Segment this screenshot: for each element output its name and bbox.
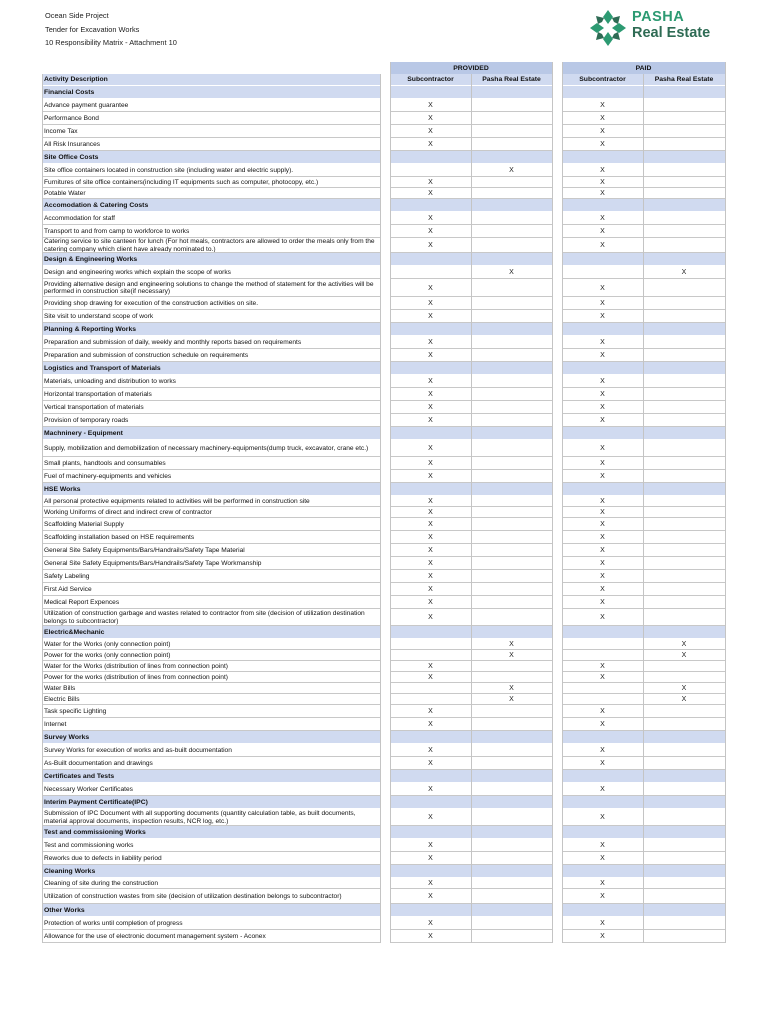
activity-description: Utilization of construction garbage and wastes related to contractor from site (decision of utilization destination belongs to subcontractor) <box>44 610 365 625</box>
activity-description: Utilization of construction wastes from site (decision of utilization destination belongs to subcontractor) <box>44 892 342 900</box>
mark-paid-subcontractor: X <box>600 128 605 135</box>
section-header: Interim Payment Certificate(IPC) <box>42 796 380 809</box>
mark-paid-subcontractor: X <box>600 190 605 197</box>
logo-text-real-estate: Real Estate <box>632 25 711 41</box>
section-header: Test and commissioning Works <box>42 826 380 839</box>
activity-description: Accommodation for staff <box>44 214 115 222</box>
mark-paid-subcontractor: X <box>600 242 605 249</box>
mark-paid-subcontractor: X <box>600 460 605 467</box>
mark-provided-subcontractor: X <box>428 573 433 580</box>
activity-description: Materials, unloading and distribution to works <box>44 377 176 385</box>
mark-paid-subcontractor: X <box>600 760 605 767</box>
attachment-title: 10 Responsibility Matrix - Attachment 10 <box>45 38 177 47</box>
activity-description: Task specific Lighting <box>44 707 107 715</box>
column-header-activity: Activity Description <box>42 74 380 86</box>
activity-description: Provision of temporary roads <box>44 416 129 424</box>
activity-description: Preparation and submission of daily, weekly and monthly reports based on requirements <box>44 338 302 346</box>
mark-provided-subcontractor: X <box>428 378 433 385</box>
mark-provided-subcontractor: X <box>428 614 433 621</box>
activity-description: All personal protective equipments related to activities will be performed in construction site <box>44 497 310 505</box>
activity-description: Test and commissioning works <box>44 841 134 849</box>
column-header-paid-pasha: Pasha Real Estate <box>643 74 725 86</box>
section-header: Certificates and Tests <box>42 770 380 783</box>
mark-paid-subcontractor: X <box>600 141 605 148</box>
row-divider <box>42 942 380 943</box>
activity-description: Horizontal transportation of materials <box>44 390 152 398</box>
mark-provided-subcontractor: X <box>428 284 433 292</box>
mark-provided-subcontractor: X <box>428 339 433 346</box>
mark-provided-pasha: X <box>509 167 514 174</box>
activity-description: Internet <box>44 720 67 728</box>
activity-description: Fuel of machinery-equipments and vehicles <box>44 472 172 480</box>
activity-description: Power for the works (only connection point) <box>44 651 171 659</box>
column-divider <box>471 74 472 943</box>
activity-description: Water Bills <box>44 684 76 692</box>
mark-paid-subcontractor: X <box>600 560 605 567</box>
activity-description: Supply, mobilization and demobilization of necessary machinery-equipments(dump truck, excavator, crane etc.) <box>44 444 369 452</box>
activity-description: Electric Bills <box>44 695 80 703</box>
mark-provided-pasha: X <box>509 269 514 276</box>
mark-paid-subcontractor: X <box>600 339 605 346</box>
project-name: Ocean Side Project <box>45 11 109 20</box>
mark-provided-subcontractor: X <box>428 747 433 754</box>
activity-description: First Aid Service <box>44 585 92 593</box>
mark-provided-pasha: X <box>509 641 514 648</box>
activity-description: Providing alternative design and engineering solutions to change the method of statement for the activities will be performed in construction site(if necessary) <box>44 280 374 295</box>
column-header-provided-pasha: Pasha Real Estate <box>471 74 552 86</box>
activity-description: Advance payment guarantee <box>44 101 129 109</box>
mark-paid-pasha: X <box>681 641 687 648</box>
section-header: HSE Works <box>42 483 380 496</box>
column-divider <box>42 74 43 943</box>
column-header-provided-subcontractor: Subcontractor <box>390 74 471 86</box>
mark-provided-subcontractor: X <box>428 404 433 411</box>
mark-provided-pasha: X <box>509 696 514 703</box>
mark-paid-subcontractor: X <box>600 547 605 554</box>
activity-description: As-Built documentation and drawings <box>44 759 153 767</box>
mark-provided-subcontractor: X <box>428 460 433 467</box>
mark-paid-subcontractor: X <box>600 417 605 424</box>
mark-paid-subcontractor: X <box>600 933 605 940</box>
activity-description: Survey Works for execution of works and as-built documentation <box>44 746 232 754</box>
mark-provided-subcontractor: X <box>428 313 433 320</box>
mark-provided-subcontractor: X <box>428 509 433 516</box>
mark-paid-subcontractor: X <box>600 721 605 728</box>
mark-provided-subcontractor: X <box>428 760 433 767</box>
activity-description: Vertical transportation of materials <box>44 403 144 411</box>
column-divider <box>643 74 644 943</box>
activity-description: Furnitures of site office containers(including IT equipments such as computer, photocopy, etc.) <box>44 178 319 186</box>
column-header-paid-subcontractor: Subcontractor <box>562 74 643 86</box>
mark-provided-pasha: X <box>509 652 514 659</box>
column-divider <box>562 62 563 943</box>
activity-description: General Site Safety Equipments/Bars/Handrails/Safety Tape Workmanship <box>44 559 262 567</box>
section-header: Design & Engineering Works <box>42 253 380 266</box>
group-header-provided: PROVIDED <box>390 62 552 74</box>
activity-description: Safety Labeling <box>44 572 90 580</box>
mark-paid-subcontractor: X <box>600 573 605 580</box>
mark-paid-subcontractor: X <box>600 599 605 606</box>
mark-provided-subcontractor: X <box>428 547 433 554</box>
section-header: Other Works <box>42 904 380 917</box>
mark-paid-subcontractor: X <box>600 313 605 320</box>
mark-paid-subcontractor: X <box>600 880 605 887</box>
mark-paid-subcontractor: X <box>600 842 605 849</box>
section-header: Survey Works <box>42 731 380 744</box>
activity-description: Cleaning of site during the construction <box>44 879 158 887</box>
mark-provided-subcontractor: X <box>428 445 433 452</box>
activity-description: Working Uniforms of direct and indirect crew of contractor <box>44 508 212 516</box>
mark-paid-subcontractor: X <box>600 352 605 359</box>
mark-provided-subcontractor: X <box>428 663 433 670</box>
activity-description: Scaffolding installation based on HSE requirements <box>44 533 195 541</box>
mark-paid-subcontractor: X <box>600 115 605 122</box>
mark-paid-pasha: X <box>681 652 687 659</box>
column-divider <box>725 62 726 943</box>
activity-description: Site office containers located in construction site (including water and electric supply). <box>44 166 294 174</box>
activity-description: Scaffolding Material Supply <box>44 520 124 528</box>
mark-provided-pasha: X <box>509 685 514 692</box>
mark-paid-subcontractor: X <box>600 473 605 480</box>
activity-description: Site visit to understand scope of work <box>44 312 154 320</box>
mark-provided-subcontractor: X <box>428 920 433 927</box>
section-header: Planning & Reporting Works <box>42 323 380 336</box>
activity-description: Providing shop drawing for execution of the construction activities on site. <box>44 299 259 307</box>
mark-provided-subcontractor: X <box>428 228 433 235</box>
logo-text-pasha: PASHA <box>632 9 685 25</box>
mark-provided-subcontractor: X <box>428 352 433 359</box>
activity-description: Catering service to site canteen for lunch (For hot meals, contractors are allowed to order the meals only from the catering company which client have already nominated to.) <box>44 238 375 253</box>
activity-description: Water for the Works (only connection point) <box>44 640 171 648</box>
mark-paid-subcontractor: X <box>600 498 605 505</box>
mark-provided-subcontractor: X <box>428 242 433 249</box>
mark-paid-subcontractor: X <box>600 300 605 307</box>
mark-provided-subcontractor: X <box>428 498 433 505</box>
mark-paid-subcontractor: X <box>600 855 605 862</box>
mark-paid-subcontractor: X <box>600 663 605 670</box>
mark-provided-subcontractor: X <box>428 391 433 398</box>
activity-description: Necessary Worker Certificates <box>44 785 133 793</box>
mark-paid-subcontractor: X <box>600 284 605 292</box>
mark-provided-subcontractor: X <box>428 115 433 122</box>
mark-paid-subcontractor: X <box>600 814 605 821</box>
column-divider <box>380 74 381 943</box>
mark-provided-subcontractor: X <box>428 674 433 681</box>
mark-provided-subcontractor: X <box>428 721 433 728</box>
activity-description: Small plants, handtools and consumables <box>44 459 166 467</box>
mark-provided-subcontractor: X <box>428 190 433 197</box>
activity-description: Design and engineering works which explain the scope of works <box>44 268 231 276</box>
mark-provided-subcontractor: X <box>428 786 433 793</box>
activity-description: Transport to and from camp to workforce to works <box>44 227 190 235</box>
mark-provided-subcontractor: X <box>428 855 433 862</box>
mark-paid-subcontractor: X <box>600 404 605 411</box>
mark-provided-subcontractor: X <box>428 880 433 887</box>
mark-provided-subcontractor: X <box>428 521 433 528</box>
activity-description: General Site Safety Equipments/Bars/Handrails/Safety Tape Material <box>44 546 245 554</box>
mark-paid-subcontractor: X <box>600 445 605 452</box>
mark-paid-pasha: X <box>681 696 687 703</box>
mark-provided-subcontractor: X <box>428 560 433 567</box>
activity-description: All Risk Insurances <box>44 140 101 148</box>
activity-description: Water for the Works (distribution of lines from connection point) <box>44 662 228 670</box>
activity-description: Medical Report Expences <box>44 598 120 606</box>
mark-provided-subcontractor: X <box>428 893 433 900</box>
mark-paid-subcontractor: X <box>600 920 605 927</box>
column-divider <box>390 62 391 943</box>
mark-paid-subcontractor: X <box>600 708 605 715</box>
mark-paid-subcontractor: X <box>600 586 605 593</box>
activity-description: Power for the works (distribution of lines from connection point) <box>44 673 228 681</box>
mark-provided-subcontractor: X <box>428 102 433 109</box>
activity-description: Performance Bond <box>44 114 99 122</box>
mark-paid-pasha: X <box>681 685 687 692</box>
activity-description: Reworks due to defects in liability period <box>44 854 162 862</box>
activity-description: Protection of works until completion of progress <box>44 919 183 927</box>
mark-provided-subcontractor: X <box>428 215 433 222</box>
activity-description: Income Tax <box>44 127 78 135</box>
mark-paid-subcontractor: X <box>600 509 605 516</box>
mark-paid-subcontractor: X <box>600 614 605 621</box>
section-header: Machninery - Equipment <box>42 427 380 440</box>
mark-provided-subcontractor: X <box>428 473 433 480</box>
activity-description: Preparation and submission of construction schedule on requirements <box>44 351 249 359</box>
mark-provided-subcontractor: X <box>428 933 433 940</box>
mark-provided-subcontractor: X <box>428 599 433 606</box>
column-divider <box>552 62 553 943</box>
mark-paid-subcontractor: X <box>600 534 605 541</box>
activity-description: Submission of IPC Document with all supporting documents (quantity calculation table, as built documents, material approval documents, inspection results, NCR log, etc.) <box>44 810 356 825</box>
mark-provided-subcontractor: X <box>428 179 433 186</box>
mark-provided-subcontractor: X <box>428 708 433 715</box>
mark-paid-subcontractor: X <box>600 179 605 186</box>
mark-paid-subcontractor: X <box>600 747 605 754</box>
tender-title: Tender for Excavation Works <box>45 25 140 34</box>
mark-paid-subcontractor: X <box>600 674 605 681</box>
activity-description: Allowance for the use of electronic document management system - Aconex <box>44 932 266 940</box>
mark-paid-subcontractor: X <box>600 228 605 235</box>
mark-paid-subcontractor: X <box>600 786 605 793</box>
section-header: Site Office Costs <box>42 151 380 164</box>
mark-provided-subcontractor: X <box>428 814 433 821</box>
section-header: Electric&Mechanic <box>42 626 380 639</box>
mark-provided-subcontractor: X <box>428 842 433 849</box>
mark-paid-subcontractor: X <box>600 893 605 900</box>
mark-paid-subcontractor: X <box>600 391 605 398</box>
mark-paid-subcontractor: X <box>600 215 605 222</box>
mark-paid-subcontractor: X <box>600 102 605 109</box>
section-header: Accomodation & Catering Costs <box>42 199 380 212</box>
section-header: Logistics and Transport of Materials <box>42 362 380 375</box>
mark-provided-subcontractor: X <box>428 417 433 424</box>
section-header: Cleaning Works <box>42 865 380 878</box>
mark-paid-subcontractor: X <box>600 521 605 528</box>
mark-provided-subcontractor: X <box>428 300 433 307</box>
mark-provided-subcontractor: X <box>428 534 433 541</box>
mark-paid-pasha: X <box>681 269 687 276</box>
section-header: Financial Costs <box>42 86 380 99</box>
mark-provided-subcontractor: X <box>428 128 433 135</box>
group-header-paid: PAID <box>562 62 725 74</box>
mark-paid-subcontractor: X <box>600 167 605 174</box>
mark-provided-subcontractor: X <box>428 586 433 593</box>
mark-paid-subcontractor: X <box>600 378 605 385</box>
mark-provided-subcontractor: X <box>428 141 433 148</box>
activity-description: Potable Water <box>44 189 86 197</box>
